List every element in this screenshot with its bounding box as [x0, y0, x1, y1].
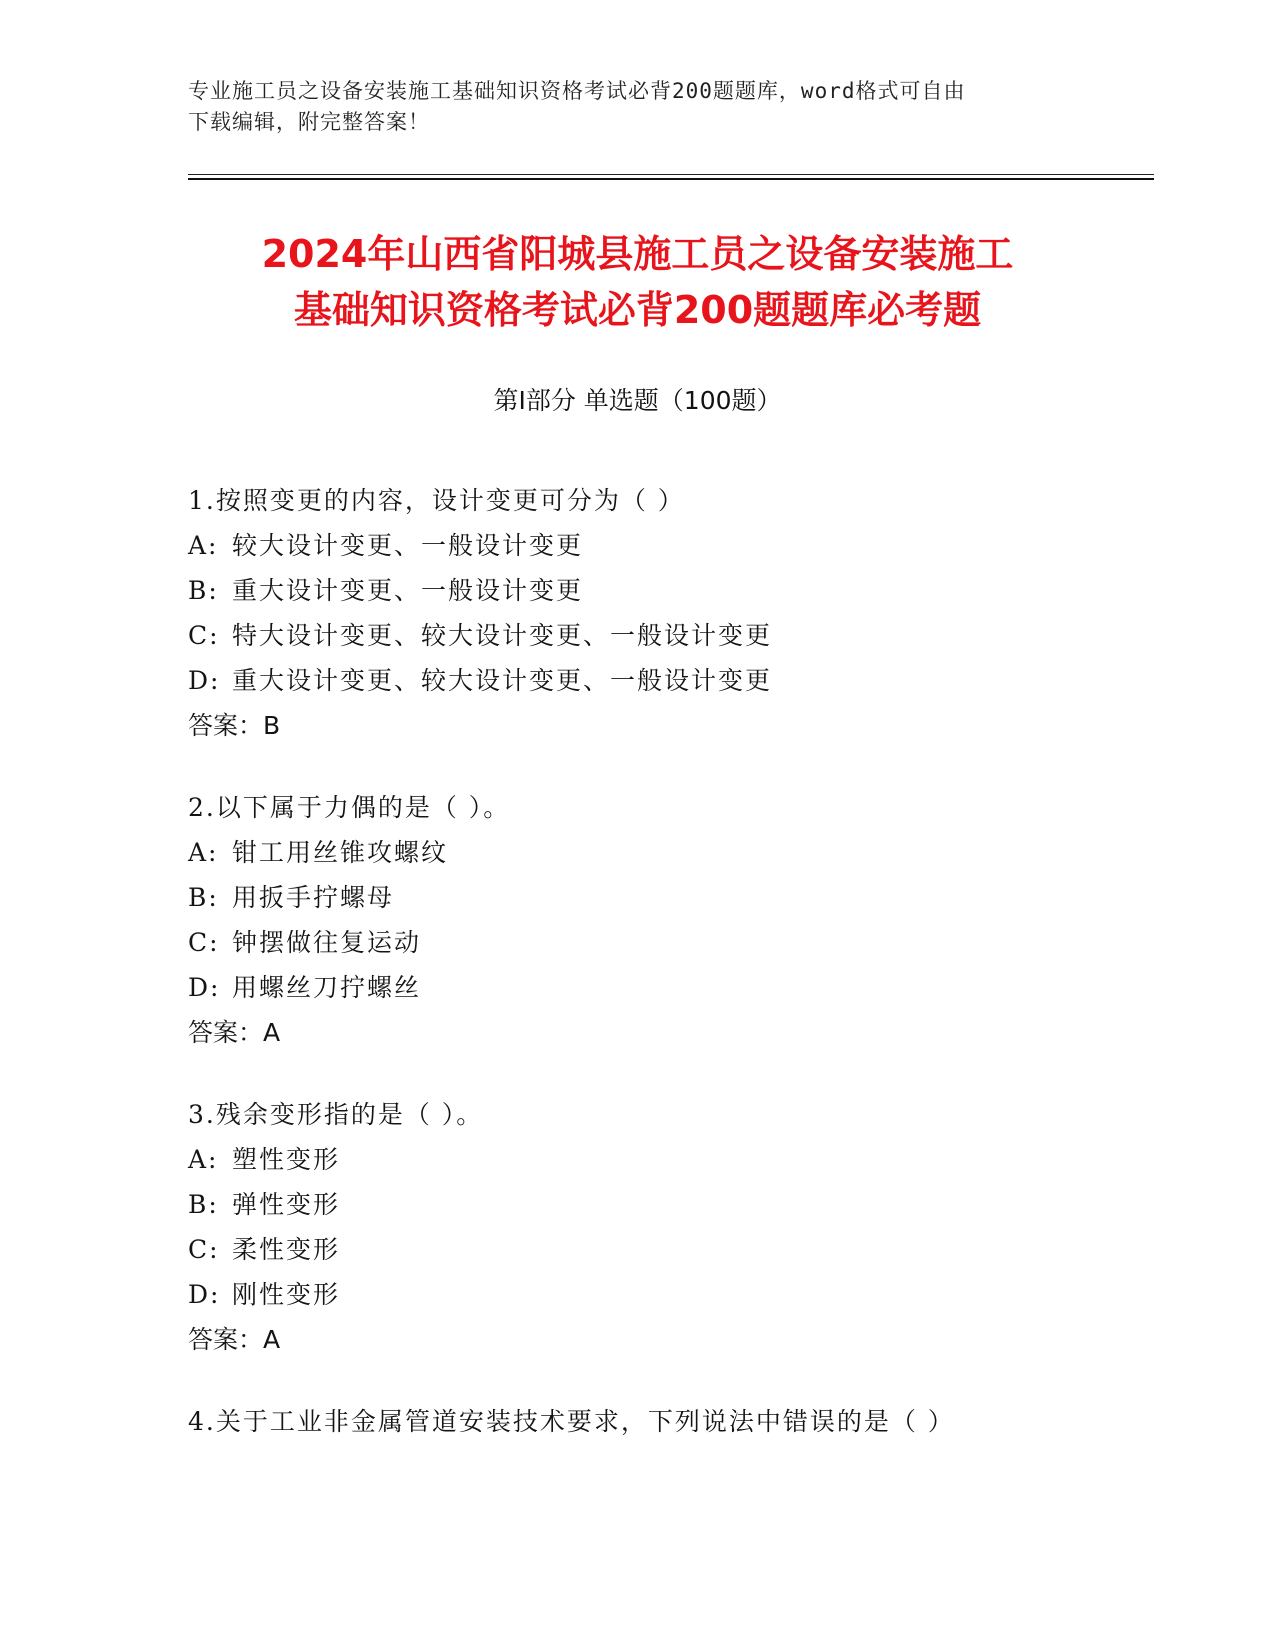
- option-c: [188, 920, 1108, 965]
- option-letter: C:: [188, 928, 220, 957]
- option-c: [188, 613, 1108, 658]
- option-text: 重大设计变更、一般设计变更: [232, 576, 584, 605]
- question-stem: 2.以下属于力偶的是（ ）。: [188, 793, 511, 822]
- option-b: [188, 568, 1108, 613]
- option-a: [188, 523, 1108, 568]
- option-letter: A:: [188, 1145, 219, 1174]
- section-heading: 第Ⅰ部分 单选题（100题）: [493, 386, 782, 415]
- option-letter: A:: [188, 838, 219, 867]
- option-text: 塑性变形: [232, 1145, 341, 1174]
- option-b: [188, 875, 1108, 920]
- header-note: [188, 76, 1088, 138]
- answer-line: 答案：A: [188, 1018, 281, 1047]
- option-text: 钳工用丝锥攻螺纹: [232, 838, 449, 867]
- option-text: 用螺丝刀拧螺丝: [232, 973, 422, 1002]
- option-text: 弹性变形: [232, 1190, 341, 1219]
- header-note-line-2: 下载编辑，附完整答案！: [188, 110, 430, 134]
- option-letter: D:: [188, 1280, 221, 1309]
- header-rule-thick: [188, 178, 1154, 180]
- header-note-line-1: 专业施工员之设备安装施工基础知识资格考试必背200题题库，word格式可自由: [188, 79, 966, 103]
- header-rule-thin: [188, 174, 1154, 175]
- question-list: [188, 478, 1108, 1481]
- document-title-line-2: 基础知识资格考试必背200题题库必考题: [293, 288, 982, 332]
- option-text: 特大设计变更、较大设计变更、一般设计变更: [232, 621, 773, 650]
- option-letter: C:: [188, 1235, 220, 1264]
- option-letter: A:: [188, 531, 219, 560]
- option-text: 较大设计变更、一般设计变更: [232, 531, 584, 560]
- option-text: 刚性变形: [232, 1280, 341, 1309]
- question-4: [188, 1399, 1108, 1444]
- document-title-line-1: 2024年山西省阳城县施工员之设备安装施工: [261, 232, 1014, 276]
- option-letter: B:: [188, 1190, 219, 1219]
- question-stem: 4.关于工业非金属管道安装技术要求，下列说法中错误的是（ ）: [188, 1407, 955, 1436]
- question-2: [188, 785, 1108, 1055]
- option-letter: B:: [188, 883, 219, 912]
- option-b: [188, 1182, 1108, 1227]
- answer-line: 答案：B: [188, 711, 281, 740]
- question-1: [188, 478, 1108, 748]
- option-d: [188, 1272, 1108, 1317]
- answer-line: 答案：A: [188, 1325, 281, 1354]
- option-letter: D:: [188, 666, 221, 695]
- option-a: [188, 830, 1108, 875]
- option-text: 重大设计变更、较大设计变更、一般设计变更: [232, 666, 773, 695]
- option-letter: D:: [188, 973, 221, 1002]
- option-a: [188, 1137, 1108, 1182]
- question-stem: 1.按照变更的内容，设计变更可分为（ ）: [188, 486, 685, 515]
- option-text: 用扳手拧螺母: [232, 883, 395, 912]
- option-d: [188, 965, 1108, 1010]
- option-d: [188, 658, 1108, 703]
- document-title: [150, 226, 1125, 338]
- question-3: [188, 1092, 1108, 1362]
- option-text: 柔性变形: [232, 1235, 341, 1264]
- option-c: [188, 1227, 1108, 1272]
- question-stem: 3.残余变形指的是（ ）。: [188, 1100, 484, 1129]
- option-text: 钟摆做往复运动: [232, 928, 422, 957]
- option-letter: B:: [188, 576, 219, 605]
- option-letter: C:: [188, 621, 220, 650]
